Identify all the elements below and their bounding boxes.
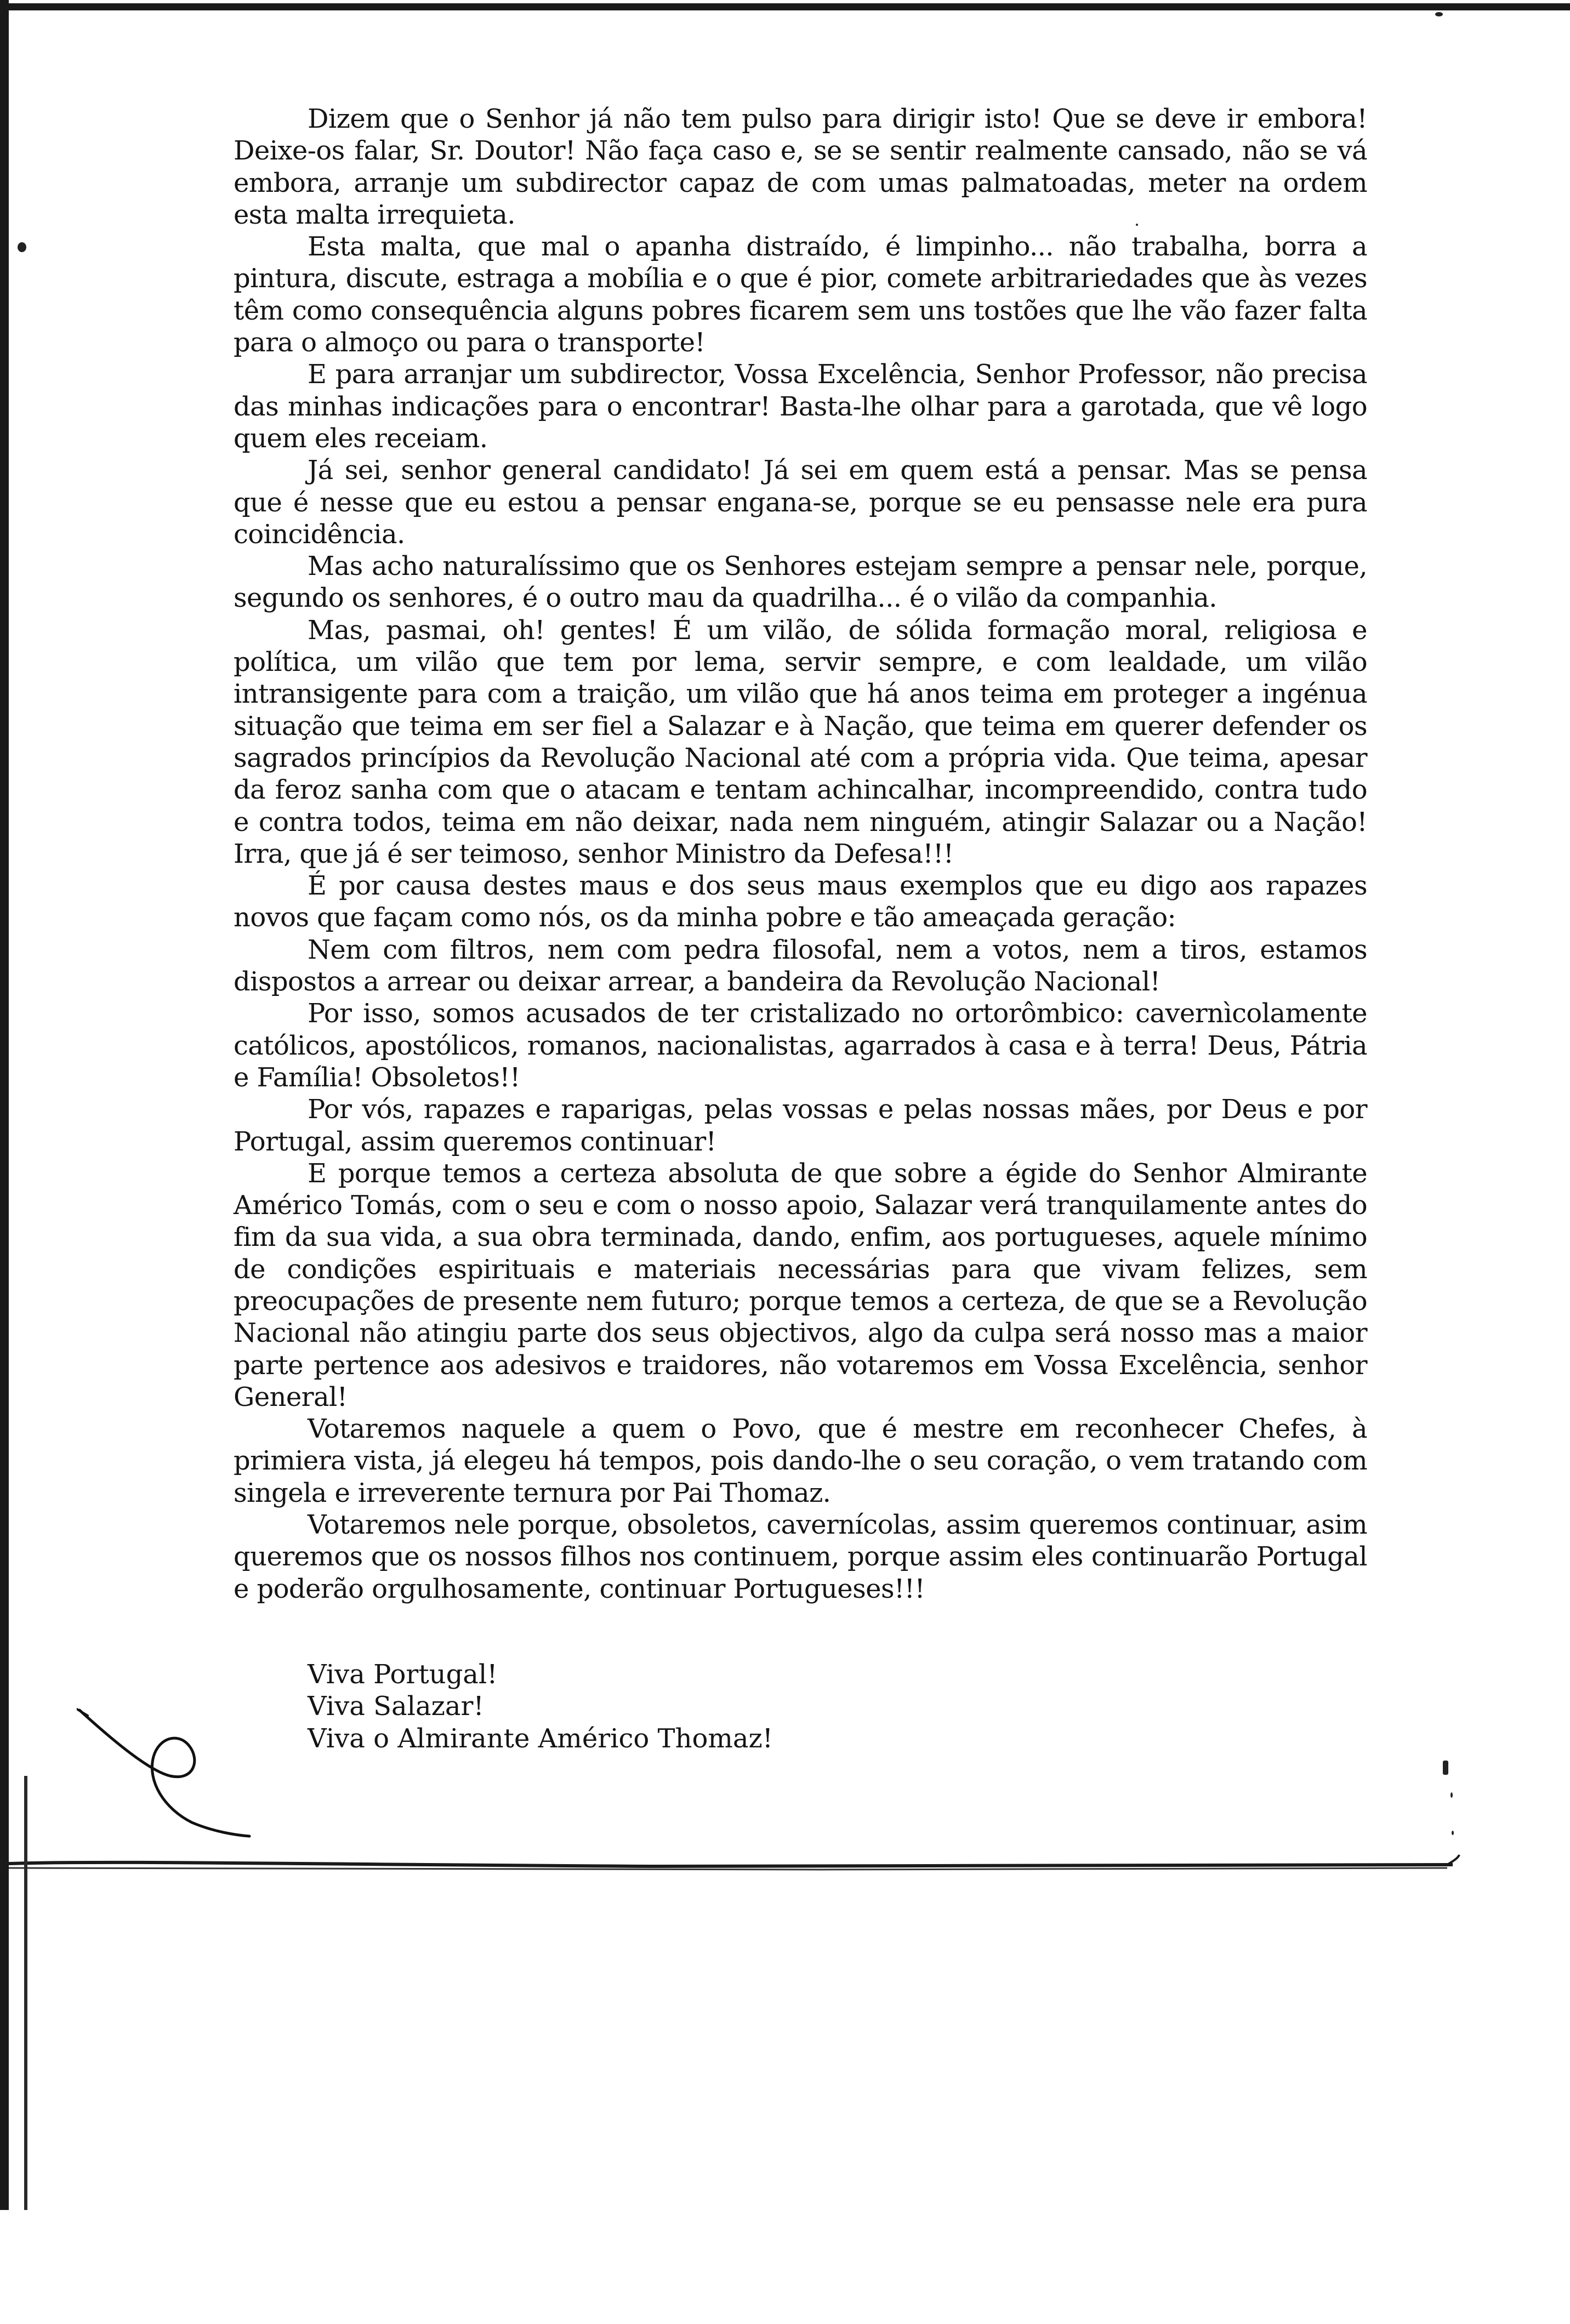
paragraph: Esta malta, que mal o apanha distraído, é limpinho... não trabalha, borra a pintura, discute, estraga a mobília e o que é pior, comete arbitrariedades que às vezes têm como consequência alguns pobres ficarem sem uns tostões que lhe vão fazer falta para o almoço ou para o transporte! — [234, 231, 1367, 358]
paragraph: Votaremos naquele a quem o Povo, que é mestre em reconhecer Chefes, à primiera vista, já elegeu há tempos, pois dando-lhe o seu coração, o vem tratando com singela e irreverente ternura por Pai Thomaz. — [234, 1414, 1367, 1508]
paragraph: Por vós, rapazes e raparigas, pelas vossas e pelas nossas mães, por Deus e por Portugal, assim queremos continuar! — [234, 1094, 1367, 1157]
closing-salutations — [308, 1659, 773, 1755]
paragraph: Votaremos nele porque, obsoletos, cavernícolas, assim queremos continuar, asim queremos que os nossos filhos nos continuem, porque assim eles continuarão Portugal e poderão orgulhosamente, continuar Portugueses!!! — [234, 1510, 1367, 1604]
paragraph: E para arranjar um subdirector, Vossa Excelência, Senhor Professor, não precisa das minhas indicações para o encontrar! Basta-lhe olhar para a garotada, que vê logo quem eles receiam. — [234, 359, 1367, 454]
handwritten-mark — [77, 1705, 252, 1842]
scan-border-top — [0, 3, 1570, 10]
closing-line: Viva Portugal! — [308, 1659, 498, 1690]
paragraph: Mas, pasmai, oh! gentes! É um vilão, de sólida formação moral, religiosa e política, um vilão que tem por lema, servir sempre, e com lealdade, um vilão intransigente para com a traição, um vilão que há anos teima em proteger a ingénua situação que teima em ser fiel a Salazar e à Nação, que teima em querer defender os sagrados princípios da Revolução Nacional até com a própria vida. Que teima, apesar da feroz sanha com que o atacam e tentam achincalhar, incompreendido, contra tudo e contra todos, teima em não deixar, nada nem ninguém, atingir Salazar ou a Nação! Irra, que já é ser teimoso, senhor Ministro da Defesa!!! — [234, 614, 1367, 869]
paragraph: Já sei, senhor general candidato! Já sei em quem está a pensar. Mas se pensa que é nesse que eu estou a pensar engana-se, porque se eu pensasse nele era pura coincidência. — [234, 455, 1367, 550]
scan-edge-left-inner — [24, 1776, 27, 2210]
paragraph: Dizem que o Senhor já não tem pulso para dirigir isto! Que se deve ir embora! Deixe-os falar, Sr. Doutor! Não faça caso e, se se sentir realmente cansado, não se vá embora, arranje um subdirector capaz de com umas palmatoadas, meter na ordem esta malta irrequieta. — [234, 104, 1367, 230]
paragraph: É por causa destes maus e dos seus maus exemplos que eu digo aos rapazes novos que façam como nós, os da minha pobre e tão ameaçada geração: — [234, 870, 1367, 933]
closing-line: Viva Salazar! — [308, 1691, 484, 1722]
paragraph: E porque temos a certeza absoluta de que sobre a égide do Senhor Almirante Américo Tomás, com o seu e com o nosso apoio, Salazar verá tranquilamente antes do fim da sua vida, a sua obra terminada, dando, enfim, aos portugueses, aquele mínimo de condições espirituais e materiais necessárias para que vivam felizes, sem preocupações de presente nem futuro; porque temos a certeza, de que se a Revolução Nacional não atingiu parte dos seus objectivos, algo da culpa será nosso mas a maior parte pertence aos adesivos e traidores, não votaremos em Vossa Excelência, senhor General! — [234, 1158, 1367, 1412]
bottom-fold-rule — [0, 2302, 1570, 2324]
letter-body — [234, 103, 1367, 1605]
paragraph: Nem com filtros, nem com pedra filosofal, nem a votos, nem a tiros, estamos dispostos a arrear ou deixar arrear, a bandeira da Revolução Nacional! — [234, 934, 1367, 998]
paragraph: Mas acho naturalíssimo que os Senhores estejam sempre a pensar nele, porque, segundo os senhores, é o outro mau da quadrilha... é o vilão da companhia. — [234, 551, 1367, 614]
closing-line: Viva o Almirante Américo Thomaz! — [308, 1723, 773, 1754]
fold-rule — [0, 1836, 1570, 1891]
paragraph: Por isso, somos acusados de ter cristalizado no ortorômbico: cavernìcolamente católicos, apostólicos, romanos, nacionalistas, agarrados à casa e à terra! Deus, Pátria e Família! Obsoletos!! — [234, 998, 1367, 1093]
